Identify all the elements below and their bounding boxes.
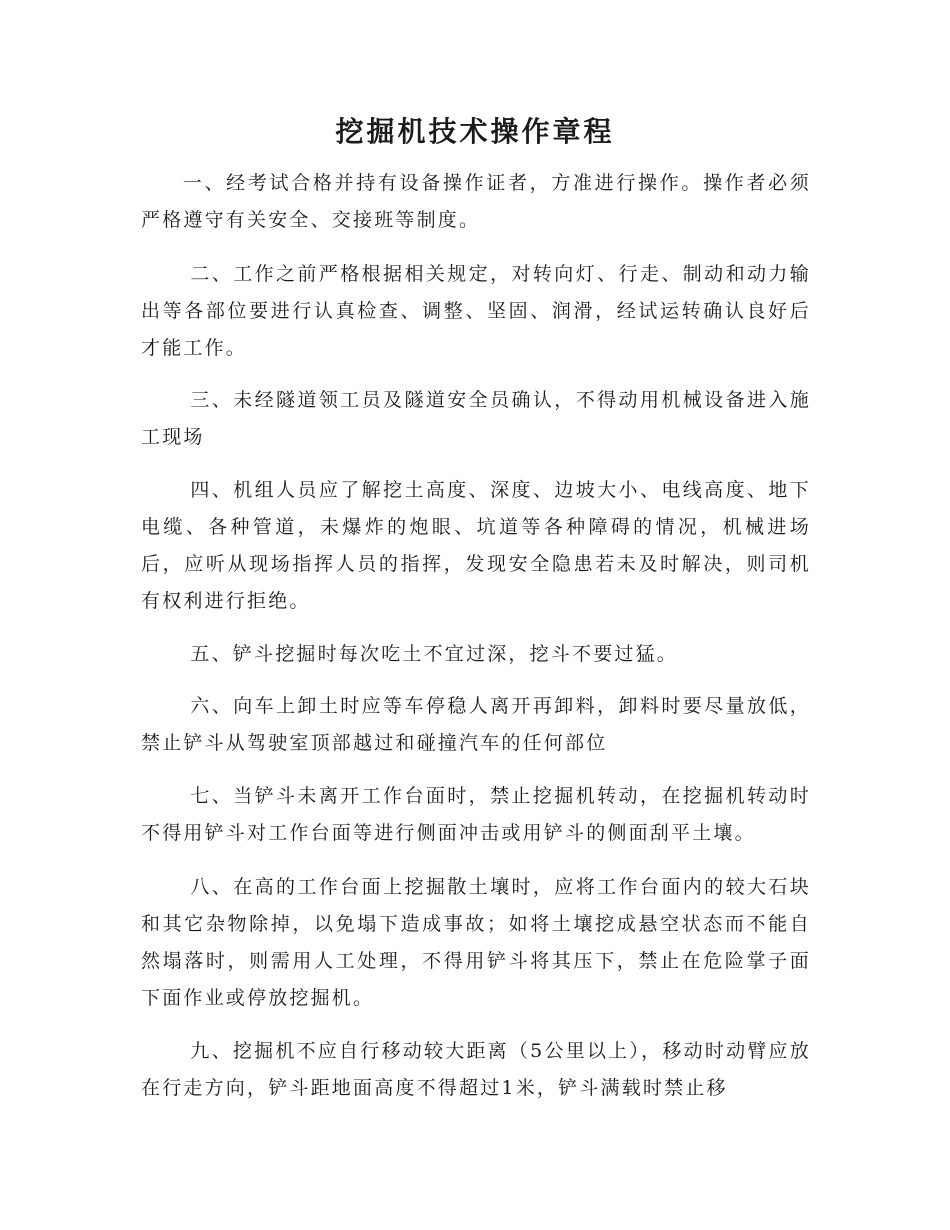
paragraph-7: 七、当铲斗未离开工作台面时，禁止挖掘机转动，在挖掘机转动时不得用铲斗对工作台面等进行侧面冲击或用铲斗的侧面刮平土壤。: [141, 785, 811, 844]
paragraph-9: 九、挖掘机不应自行移动较大距离（5公里以上），移动时动臂应放在行走方向，铲斗距地面高度不得超过1米，铲斗满载时禁止移: [141, 1040, 811, 1099]
paragraph-2: 二、工作之前严格根据相关规定，对转向灯、行走、制动和动力输出等各部位要进行认真检查、调整、坚固、润滑，经试运转确认良好后才能工作。: [141, 263, 811, 359]
paragraph-4: 四、机组人员应了解挖土高度、深度、边坡大小、电线高度、地下电缆、各种管道，未爆炸的炮眼、坑道等各种障碍的情况，机械进场后，应听从现场指挥人员的指挥，发现安全隐患若未及时解决，则司机有权利进行拒绝。: [141, 479, 811, 612]
paragraph-1: 一、经考试合格并持有设备操作证者，方准进行操作。操作者必须严格遵守有关安全、交接班等制度。: [141, 172, 811, 231]
paragraph-8: 八、在高的工作台面上挖掘散土壤时，应将工作台面内的较大石块和其它杂物除掉，以免塌下造成事故；如将土壤挖成悬空状态而不能自然塌落时，则需用人工处理，不得用铲斗将其压下，禁止在危险掌子面下面作业或停放挖掘机。: [141, 876, 811, 1009]
document-title: 挖掘机技术操作章程: [335, 115, 615, 148]
paragraph-6: 六、向车上卸土时应等车停稳人离开再卸料，卸料时要尽量放低，禁止铲斗从驾驶室顶部越过和碰撞汽车的任何部位: [141, 695, 811, 754]
paragraph-3: 三、未经隧道领工员及隧道安全员确认，不得动用机械设备进入施工现场: [141, 389, 811, 448]
paragraph-5: 五、铲斗挖掘时每次吃土不宜过深，挖斗不要过猛。: [190, 643, 678, 665]
